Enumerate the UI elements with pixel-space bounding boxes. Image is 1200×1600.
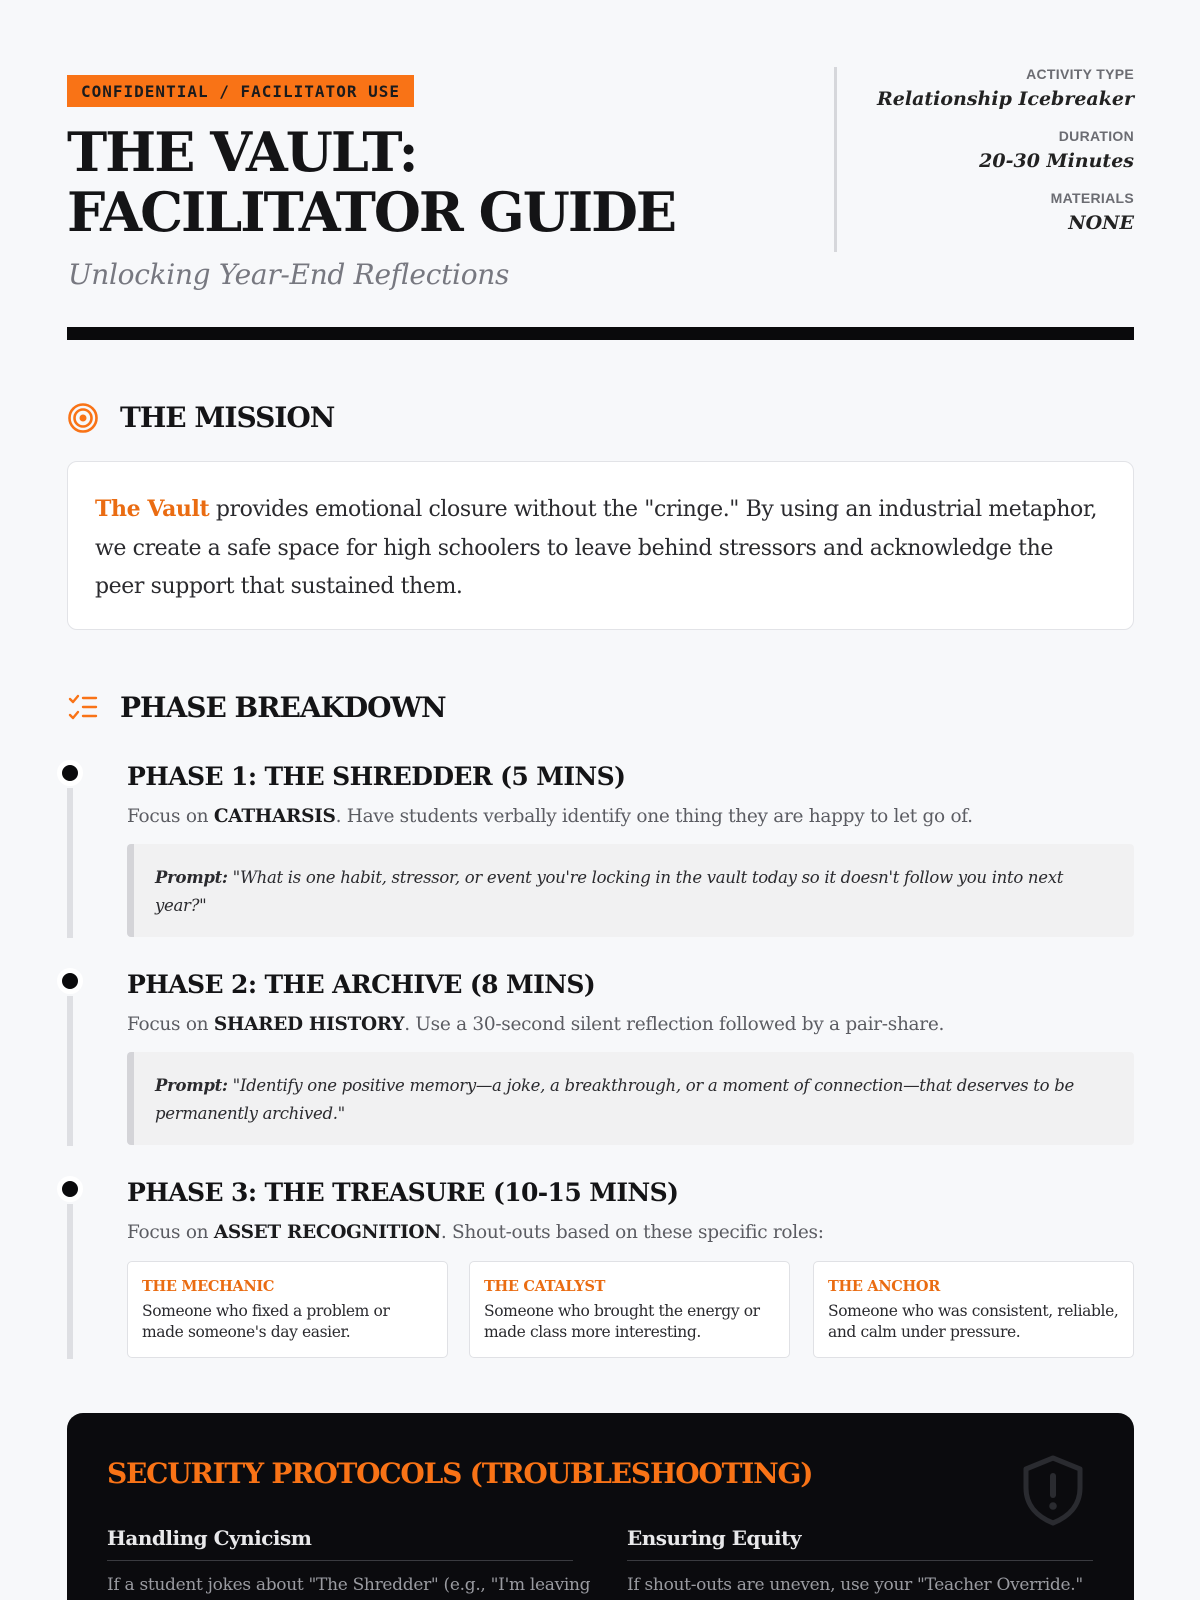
mission-heading: THE MISSION xyxy=(120,401,335,434)
phase-title: PHASE 3: THE TREASURE (10-15 MINS) xyxy=(127,1178,679,1207)
prompt-text: "Identify one positive memory—a joke, a breakthrough, or a moment of connection—that deserves to be permanently archived." xyxy=(155,1076,1074,1123)
mission-brand: The Vault xyxy=(95,496,210,522)
focus-prefix: Focus on xyxy=(127,1222,214,1243)
role-name: THE CATALYST xyxy=(484,1278,606,1295)
meta-divider xyxy=(834,67,837,252)
role-description: Someone who fixed a problem or made someone's day easier. xyxy=(142,1302,390,1341)
role-card-catalyst xyxy=(469,1261,790,1358)
security-column-title: Ensuring Equity xyxy=(627,1526,1093,1561)
role-cards xyxy=(127,1261,1134,1358)
meta-value-duration: 20-30 Minutes xyxy=(979,150,1134,172)
mission-card xyxy=(67,461,1134,630)
phase-focus xyxy=(127,1222,824,1243)
security-title: SECURITY PROTOCOLS (TROUBLESHOOTING) xyxy=(107,1457,813,1490)
focus-prefix: Focus on xyxy=(127,1014,214,1035)
phases-section-head xyxy=(67,691,446,724)
security-column-text: If a student jokes about "The Shredder" (e.g., "I'm leaving xyxy=(107,1575,591,1595)
mission-section-head xyxy=(67,401,334,434)
security-column-cynicism xyxy=(107,1526,591,1595)
shield-alert-icon xyxy=(1020,1454,1086,1526)
phases-heading: PHASE BREAKDOWN xyxy=(120,691,446,724)
prompt-text: "What is one habit, stressor, or event you're locking in the vault today so it doesn't follow you into next year?" xyxy=(155,868,1064,915)
role-name: THE MECHANIC xyxy=(142,1278,275,1295)
target-icon xyxy=(67,402,99,434)
security-protocols-panel xyxy=(67,1413,1134,1600)
focus-description: . Shout-outs based on these specific roles: xyxy=(440,1222,824,1243)
phase-focus xyxy=(127,1014,944,1035)
meta-label-duration: DURATION xyxy=(1058,128,1134,144)
meta-label-activity-type: ACTIVITY TYPE xyxy=(1026,66,1134,82)
role-card-anchor xyxy=(813,1261,1134,1358)
timeline-line xyxy=(67,788,73,938)
security-column-title: Handling Cynicism xyxy=(107,1526,573,1561)
focus-description: . Have students verbally identify one thing they are happy to let go of. xyxy=(335,806,973,827)
role-card-mechanic xyxy=(127,1261,448,1358)
document-title: THE VAULT: FACILITATOR GUIDE xyxy=(67,120,676,244)
phase-marker xyxy=(57,760,83,786)
activity-meta xyxy=(874,66,1134,252)
security-column-equity xyxy=(627,1526,1093,1595)
focus-keyword: SHARED HISTORY xyxy=(213,1014,405,1035)
header-rule xyxy=(67,327,1134,340)
prompt-label: Prompt: xyxy=(155,868,228,887)
meta-label-materials: MATERIALS xyxy=(1050,190,1134,206)
prompt-label: Prompt: xyxy=(155,1076,228,1095)
mission-text: provides emotional closure without the "cringe." By using an industrial metaphor, we create a safe space for high schoolers to leave behind stressors and acknowledge the peer support that sustained them. xyxy=(95,497,1098,599)
meta-value-activity-type: Relationship Icebreaker xyxy=(876,88,1134,110)
role-name: THE ANCHOR xyxy=(828,1278,941,1295)
focus-keyword: ASSET RECOGNITION xyxy=(213,1222,441,1243)
phase-focus xyxy=(127,806,973,827)
phase-title: PHASE 2: THE ARCHIVE (8 MINS) xyxy=(127,970,596,999)
focus-description: . Use a 30-second silent reflection followed by a pair-share. xyxy=(404,1014,945,1035)
facilitator-guide-page xyxy=(67,0,1134,1595)
phase-marker xyxy=(57,968,83,994)
role-description: Someone who was consistent, reliable, and calm under pressure. xyxy=(828,1302,1119,1341)
phase-title: PHASE 1: THE SHREDDER (5 MINS) xyxy=(127,762,626,791)
prompt-box xyxy=(127,844,1134,937)
document-subtitle: Unlocking Year-End Reflections xyxy=(68,258,510,291)
timeline-line xyxy=(67,1204,73,1359)
focus-keyword: CATHARSIS xyxy=(213,806,336,827)
security-column-text: If shout-outs are uneven, use your "Teacher Override." xyxy=(627,1575,1083,1595)
focus-prefix: Focus on xyxy=(127,806,214,827)
confidential-badge: CONFIDENTIAL / FACILITATOR USE xyxy=(67,75,414,107)
timeline-line xyxy=(67,996,73,1146)
meta-value-materials: NONE xyxy=(1068,212,1134,234)
prompt-box xyxy=(127,1052,1134,1145)
phase-marker xyxy=(57,1176,83,1202)
role-description: Someone who brought the energy or made class more interesting. xyxy=(484,1302,760,1341)
checklist-icon xyxy=(67,692,99,724)
document-header xyxy=(67,0,1134,340)
